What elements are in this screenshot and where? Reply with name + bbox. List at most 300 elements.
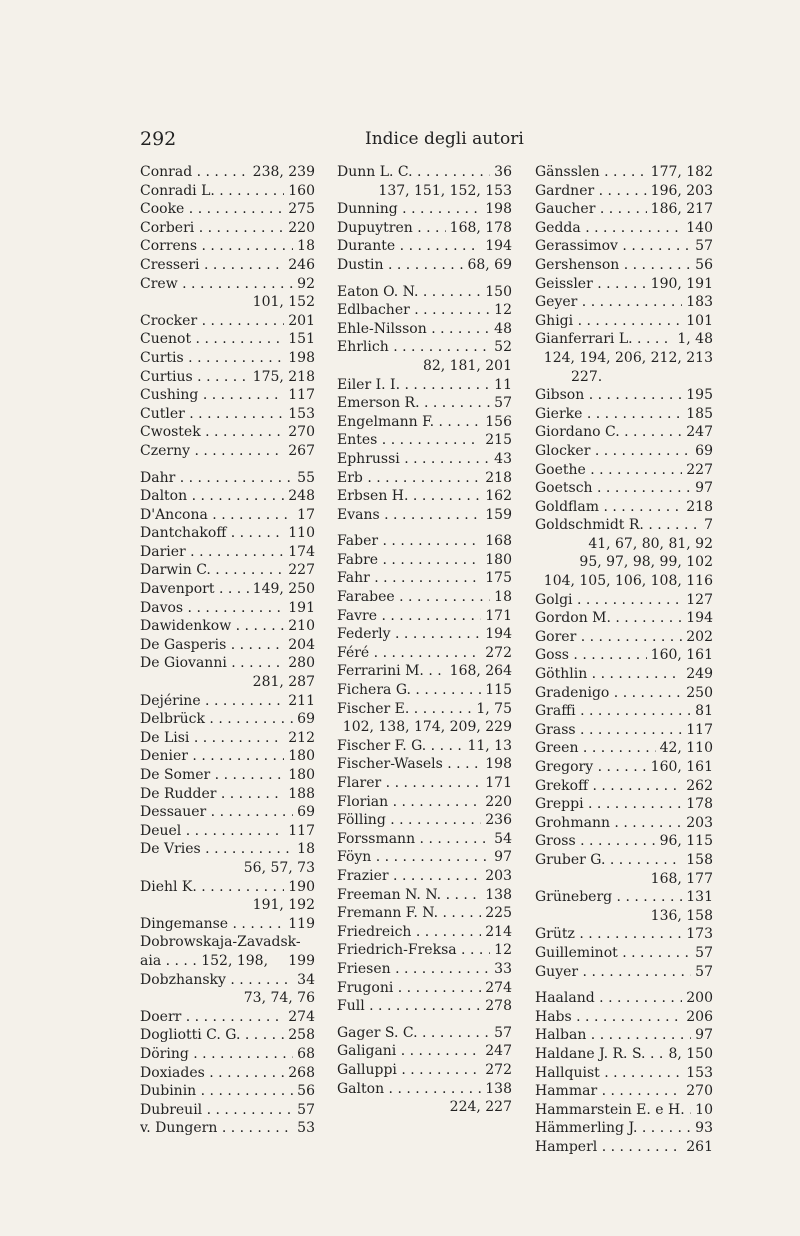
author-name: Fichera G. . . . [337,681,512,700]
index-entry [337,811,512,830]
index-entry [140,785,315,804]
author-name: Cutler . . . [140,405,315,424]
author-name: Galton . . . [337,1080,512,1099]
index-entry [140,1045,315,1064]
author-name: Dalton . . . [140,487,315,506]
page-references: 68, 69 [463,256,512,275]
author-name: Fahr . . . [337,569,512,588]
index-entry-continuation [535,870,713,889]
page-references: 212 [284,729,315,748]
page-references: 249 [682,665,713,684]
index-entry [337,237,512,256]
page-references: 214 [481,923,512,942]
author-name: Fremann F. N. . . . [337,904,512,923]
index-entry [337,200,512,219]
author-name: Grohmann . . . [535,814,713,833]
author-name: Grüneberg . . . [535,888,713,907]
index-entry [140,840,315,859]
index-entry [337,413,512,432]
index-entry [535,702,713,721]
index-entry [535,200,713,219]
author-name: Greppi . . . [535,795,713,814]
author-name: Fölling . . . [337,811,512,830]
author-name: Correns . . . [140,237,315,256]
page-references: 196, 203 [647,182,713,201]
index-entry-continuation [535,553,713,572]
page-references: 57 [691,944,713,963]
page-references: 11 [490,376,512,395]
author-name: Delbrück . . . [140,710,315,729]
author-name: Entes . . . [337,431,512,450]
index-entry [337,569,512,588]
page-references: 153 [682,1064,713,1083]
index-entry [535,1064,713,1083]
index-entry [535,814,713,833]
page-references: 278 [481,997,512,1016]
page-references: 57 [691,963,713,982]
index-entry [535,1082,713,1101]
index-entry [140,1101,315,1120]
index-entry [535,312,713,331]
page-references: 110 [284,524,315,543]
author-name: Flarer . . . [337,774,512,793]
index-entry [535,330,713,349]
author-name: Dawidenkow . . . [140,617,315,636]
index-entry [337,551,512,570]
index-entry [337,320,512,339]
page-references: 246 [284,256,315,275]
index-entry [337,904,512,923]
page-references: 115 [481,681,512,700]
index-entry [337,256,512,275]
author-name: De Lisi . . . [140,729,315,748]
page-references: 73, 74, 76 [243,990,315,1007]
page-references: 69 [293,803,315,822]
page-references: 162 [481,487,512,506]
author-name: De Vries . . . [140,840,315,859]
page-references: 247 [481,1042,512,1061]
index-entry [535,963,713,982]
page-references: 10 [691,1101,713,1120]
index-entry-continuation [535,535,713,554]
author-name: Gänsslen . . . [535,163,713,182]
index-entry [140,543,315,562]
index-entry [337,681,512,700]
page-references: 168, 177 [650,870,713,887]
index-entry-continuation [535,349,713,368]
index-entry [337,506,512,525]
index-entry [535,1045,713,1064]
page-references: 57 [691,237,713,256]
index-entry [337,979,512,998]
author-name: Friedreich . . . [337,923,512,942]
index-entry [337,607,512,626]
page-references: 17 [293,506,315,525]
page-references: 54 [490,830,512,849]
index-entry [337,219,512,238]
index-entry [140,469,315,488]
page-references: 160, 161 [647,646,713,665]
page-references: 151 [284,330,315,349]
index-entry [535,646,713,665]
page-references: 180 [481,551,512,570]
page-references: 272 [481,644,512,663]
index-entry-continuation [140,989,315,1008]
page-references: 18 [490,588,512,607]
page-references: 262 [682,777,713,796]
index-entry [140,524,315,543]
author-name: Evans . . . [337,506,512,525]
page-references: 56 [691,256,713,275]
author-name: Dahr . . . [140,469,315,488]
index-entry [140,275,315,294]
author-name: Cuenot . . . [140,330,315,349]
index-entry [535,163,713,182]
page-references: 178 [682,795,713,814]
index-entry [535,219,713,238]
index-entry [535,591,713,610]
page-references: 101 [682,312,713,331]
author-name: Conradi L. . . . [140,182,315,201]
author-name: Guilleminot . . . [535,944,713,963]
author-name: Hammarstein E. e H. . . . [535,1101,713,1120]
index-entry [535,256,713,275]
author-name: Galluppi . . . [337,1061,512,1080]
page-references: 168, 178 [446,219,512,238]
page-references: 69 [293,710,315,729]
page-references: 53 [293,1119,315,1138]
author-name: Farabee . . . [337,588,512,607]
page-references: 211 [284,692,315,711]
page-header [140,128,670,152]
index-entry-continuation [140,673,315,692]
index-column-2 [337,163,512,1117]
author-name: Grütz . . . [535,925,713,944]
index-entry [535,739,713,758]
page-references: 137, 151, 152, 153 [378,182,512,199]
index-entry [337,487,512,506]
index-entry [140,654,315,673]
index-entry [535,1101,713,1120]
author-name: Gierke . . . [535,405,713,424]
author-name: Doxiades . . . [140,1064,315,1083]
index-entry [337,376,512,395]
page-references: 200 [682,989,713,1008]
author-name: Hamperl . . . [535,1138,713,1157]
page-references: 42, 110 [656,739,713,758]
page-references: 180 [284,747,315,766]
author-name: Favre . . . [337,607,512,626]
page-references: 124, 194, 206, 212, 213 [543,349,713,366]
author-name: Fischer E. . . . [337,700,512,719]
author-name: Ephrussi . . . [337,450,512,469]
page-references: 191 [284,599,315,618]
author-name: Friesen . . . [337,960,512,979]
author-name: Döring . . . [140,1045,315,1064]
author-name: Crocker . . . [140,312,315,331]
author-name: D'Ancona . . . [140,506,315,525]
index-entry [535,461,713,480]
page-references: 171 [481,607,512,626]
index-entry [535,498,713,517]
page-references: 281, 287 [252,674,315,691]
index-entry [337,737,512,756]
index-entry [535,1119,713,1138]
author-name: Fischer-Wasels . . . [337,755,512,774]
page-references: 18 [293,840,315,859]
page-references: 202 [682,628,713,647]
index-entry [140,580,315,599]
index-entry [337,774,512,793]
author-name: Dustin . . . [337,256,512,275]
page-references: 97 [691,1026,713,1045]
page-references: 220 [284,219,315,238]
index-entry-continuation [535,572,713,591]
page-references: 93 [691,1119,713,1138]
author-name: Gregory . . . [535,758,713,777]
author-name: Hammar . . . [535,1082,713,1101]
page-references: 247 [682,423,713,442]
author-name: Féré . . . [337,644,512,663]
author-name: De Gasperis . . . [140,636,315,655]
page-references: 102, 138, 174, 209, 229 [342,719,512,736]
page-references: 149, 250 [249,580,315,599]
page-references: 136, 158 [650,907,713,924]
page-references: 194 [481,625,512,644]
index-entry [535,386,713,405]
index-entry [535,777,713,796]
page-references: 97 [691,479,713,498]
author-name: Gruber G. . . . [535,851,713,870]
author-name: Green . . . [535,739,713,758]
index-entry [535,1026,713,1045]
page-references: 150 [481,283,512,302]
author-name: Cooke . . . [140,200,315,219]
index-entry [337,1024,512,1043]
page-references: 220 [481,793,512,812]
author-name: Cwostek . . . [140,423,315,442]
index-entry [535,479,713,498]
index-entry-continuation [337,357,512,376]
page-references: 117 [284,386,315,405]
index-entry [337,301,512,320]
author-name: Doerr . . . [140,1008,315,1027]
page-references: 131 [682,888,713,907]
author-name: Guyer . . . [535,963,713,982]
index-entry [337,867,512,886]
page-references: 194 [682,609,713,628]
index-entry [140,1064,315,1083]
page-references: 104, 105, 106, 108, 116 [543,573,713,590]
index-entry [140,692,315,711]
index-entry [337,830,512,849]
index-entry [140,971,315,990]
index-entry [337,700,512,719]
author-name: Goss . . . [535,646,713,665]
index-entry [337,941,512,960]
author-name: Grass . . . [535,721,713,740]
index-entry [535,795,713,814]
index-entry [140,423,315,442]
index-entry [140,219,315,238]
page-references: 81 [691,702,713,721]
index-entry [535,721,713,740]
author-name: Frazier . . . [337,867,512,886]
author-name: Fabre . . . [337,551,512,570]
page-references: 69 [691,442,713,461]
author-name: Cresseri . . . [140,256,315,275]
author-name: Gager S. C. . . . [337,1024,512,1043]
index-entry [337,923,512,942]
author-name: Golgi . . . [535,591,713,610]
index-column-3 [535,163,713,1156]
index-entry [140,803,315,822]
page-references: 160 [284,182,315,201]
page-references: 190, 191 [647,275,713,294]
author-name: Gordon M. . . . [535,609,713,628]
index-entry [140,952,315,971]
index-entry [140,766,315,785]
author-name: Dantchakoff . . . [140,524,315,543]
page-references: 248 [284,487,315,506]
author-name: Dobrowskaja-Zavadsk- [140,934,301,951]
author-name: Durante . . . [337,237,512,256]
page-references: 43 [490,450,512,469]
page-references: 175, 218 [249,368,315,387]
index-entry [337,1061,512,1080]
index-entry [337,469,512,488]
index-entry [140,256,315,275]
page-references: 183 [682,293,713,312]
index-entry [140,200,315,219]
author-name: Ehrlich . . . [337,338,512,357]
author-name: Conrad . . . [140,163,315,182]
page-references: 194 [481,237,512,256]
index-entry-continuation [140,896,315,915]
author-name: Göthlin . . . [535,665,713,684]
index-entry [535,1138,713,1157]
author-name: Denier . . . [140,747,315,766]
page-references: 168, 264 [446,662,512,681]
index-entry [535,944,713,963]
page-references: 101, 152 [252,294,315,311]
author-name: Goldschmidt R. . . . [535,516,713,535]
author-name: De Rudder . . . [140,785,315,804]
author-name: Edlbacher . . . [337,301,512,320]
index-entry [337,1042,512,1061]
page-references: 195 [682,386,713,405]
index-entry [337,338,512,357]
index-entry [535,665,713,684]
author-name: Ehle-Nilsson . . . [337,320,512,339]
page-references: 57 [293,1101,315,1120]
index-entry [337,163,512,182]
author-name: Halban . . . [535,1026,713,1045]
index-entry [535,275,713,294]
index-entry [140,442,315,461]
author-name: Dejérine . . . [140,692,315,711]
page-references: 57 [490,1024,512,1043]
page-references: 52 [490,338,512,357]
page-references: 274 [284,1008,315,1027]
author-name: Curtius . . . [140,368,315,387]
page-references: 140 [682,219,713,238]
author-name: Haaland . . . [535,989,713,1008]
page-references: 171 [481,774,512,793]
author-name: Gedda . . . [535,219,713,238]
author-name: Gardner . . . [535,182,713,201]
index-entry [140,915,315,934]
author-name: Goetsch . . . [535,479,713,498]
index-entry [535,405,713,424]
index-entry [140,182,315,201]
author-name: v. Dungern . . . [140,1119,315,1138]
page-references: 12 [490,301,512,320]
author-name: Gershenson . . . [535,256,713,275]
page-references: 258 [284,1026,315,1045]
author-name: Habs . . . [535,1008,713,1027]
page-references: 12 [490,941,512,960]
author-name: Emerson R. . . . [337,394,512,413]
index-entry [140,330,315,349]
author-name: Federly . . . [337,625,512,644]
page-references: 56, 57, 73 [243,859,315,876]
author-name: Frugoni . . . [337,979,512,998]
page-references: 68 [293,1045,315,1064]
author-name: Gradenigo . . . [535,684,713,703]
author-name: Darwin C. . . . [140,561,315,580]
index-entry [337,588,512,607]
page-references: 56 [293,1082,315,1101]
author-name: Cushing . . . [140,386,315,405]
page-references: 160, 161 [647,758,713,777]
running-title: Indice degli autori [365,129,524,149]
author-name: Dingemanse . . . [140,915,315,934]
page-references: 18 [293,237,315,256]
index-entry [337,662,512,681]
index-entry [140,312,315,331]
author-name: Fischer F. G. . . . [337,737,512,756]
author-name: Full . . . [337,997,512,1016]
author-name: Geissler . . . [535,275,713,294]
author-name: Dobzhansky . . . [140,971,315,990]
author-name: Hallquist . . . [535,1064,713,1083]
index-entry [535,423,713,442]
page-references: 270 [284,423,315,442]
index-column-1 [140,163,315,1138]
page-references: 92 [293,275,315,294]
page-references: 159 [481,506,512,525]
page-references: 57 [490,394,512,413]
index-entry [535,851,713,870]
page-references: 218 [481,469,512,488]
page-references: 280 [284,654,315,673]
index-entry [140,822,315,841]
page-references: 168 [481,532,512,551]
page-references: 225 [481,904,512,923]
index-entry [337,960,512,979]
index-entry-continuation [337,1098,512,1117]
page-references: 203 [682,814,713,833]
index-entry [140,617,315,636]
page-references: 11, 13 [463,737,512,756]
author-name: Glocker . . . [535,442,713,461]
page-references: 156 [481,413,512,432]
index-entry [535,293,713,312]
author-name: Dessauer . . . [140,803,315,822]
page-references: 186, 217 [647,200,713,219]
index-entry [140,747,315,766]
